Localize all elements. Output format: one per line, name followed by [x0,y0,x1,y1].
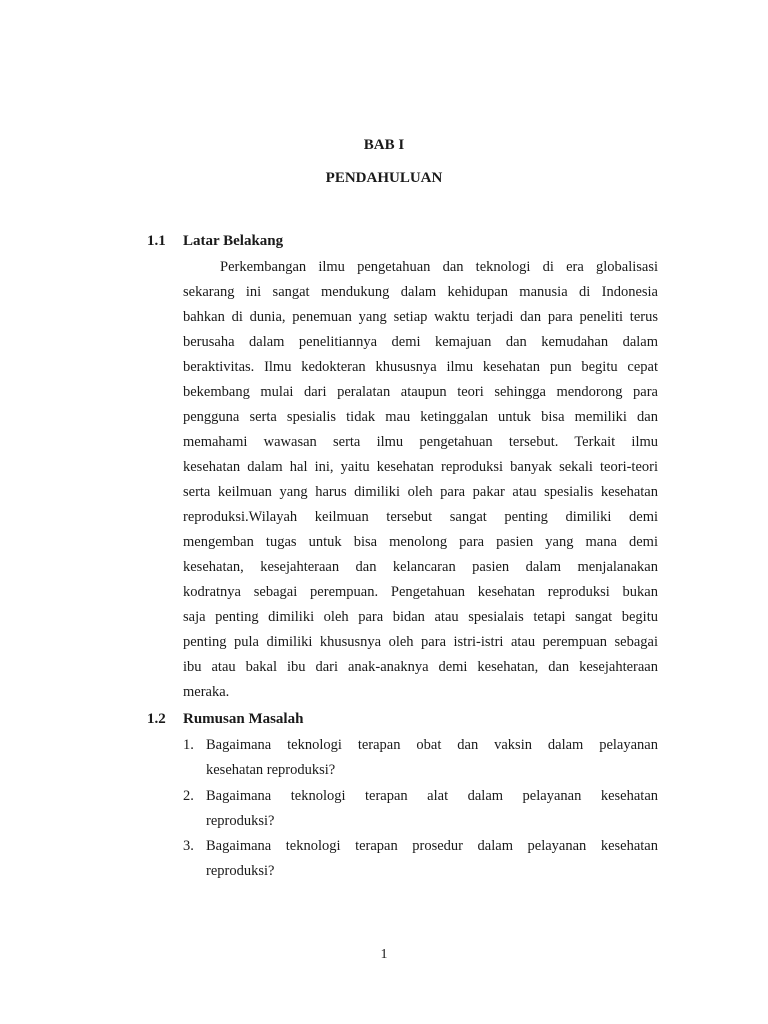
section-title: Rumusan Masalah [183,711,304,727]
list-item-line: kesehatan reproduksi? [206,762,336,778]
section-title: Latar Belakang [183,233,284,249]
paragraph-line: kodratnya sebagai perempuan. Pengetahuan kesehatan reproduksi bukan [183,584,658,600]
paragraph-line: memahami wawasan serta ilmu pengetahuan tersebut. Terkait ilmu [183,434,658,450]
page-number: 1 [380,947,388,962]
paragraph-line: bekembang mulai dari peralatan ataupun teori sehingga mendorong para [183,384,658,400]
list-item-line: Bagaimana teknologi terapan prosedur dalam pelayanan kesehatan [206,838,658,854]
paragraph-line: mengemban tugas untuk bisa menolong para pasien yang mana demi [183,534,658,550]
list-item-line: reproduksi? [206,863,275,879]
paragraph-line: serta keilmuan yang harus dimiliki oleh para pakar atau spesialis kesehatan [183,484,658,500]
list-item-line: Bagaimana teknologi terapan alat dalam pelayanan kesehatan [206,788,658,804]
paragraph-line: ibu atau bakal ibu dari anak-anaknya demi kesehatan, dan kesejahteraan [183,659,658,675]
list-item-line: Bagaimana teknologi terapan obat dan vaksin dalam pelayanan [206,737,658,753]
chapter-number: BAB I [363,137,405,153]
paragraph-line: sekarang ini sangat mendukung dalam kehidupan manusia di Indonesia [183,284,658,300]
paragraph-line: beraktivitas. Ilmu kedokteran khususnya ilmu kesehatan pun begitu cepat [183,359,658,375]
paragraph-line: berusaha dalam penelitiannya demi kemajuan dan kemudahan dalam [183,334,658,350]
section-number: 1.1 [147,233,166,249]
paragraph-line: Perkembangan ilmu pengetahuan dan teknologi di era globalisasi [220,259,658,275]
chapter-title: PENDAHULUAN [325,170,443,186]
list-item-number: 2. [183,788,194,804]
paragraph-line: pengguna serta spesialis tidak mau ketinggalan untuk bisa memiliki dan [183,409,658,425]
list-item-number: 3. [183,838,194,854]
paragraph-line: saja penting dimiliki oleh para bidan atau spesialais tetapi sangat begitu [183,609,658,625]
paragraph-line: penting pula dimiliki khususnya oleh para istri-istri atau perempuan sebagai [183,634,658,650]
paragraph-line: reproduksi.Wilayah keilmuan tersebut sangat penting dimiliki demi [183,509,658,525]
paragraph-line: bahkan di dunia, penemuan yang setiap waktu terjadi dan para peneliti terus [183,309,658,325]
list-item-number: 1. [183,737,194,753]
paragraph-line: meraka. [183,684,230,700]
section-number: 1.2 [147,711,166,727]
paragraph-line: kesehatan, kesejahteraan dan kelancaran pasien dalam menjalanakan [183,559,658,575]
list-item-line: reproduksi? [206,813,275,829]
paragraph-line: kesehatan dalam hal ini, yaitu kesehatan reproduksi banyak sekali teori-teori [183,459,658,475]
